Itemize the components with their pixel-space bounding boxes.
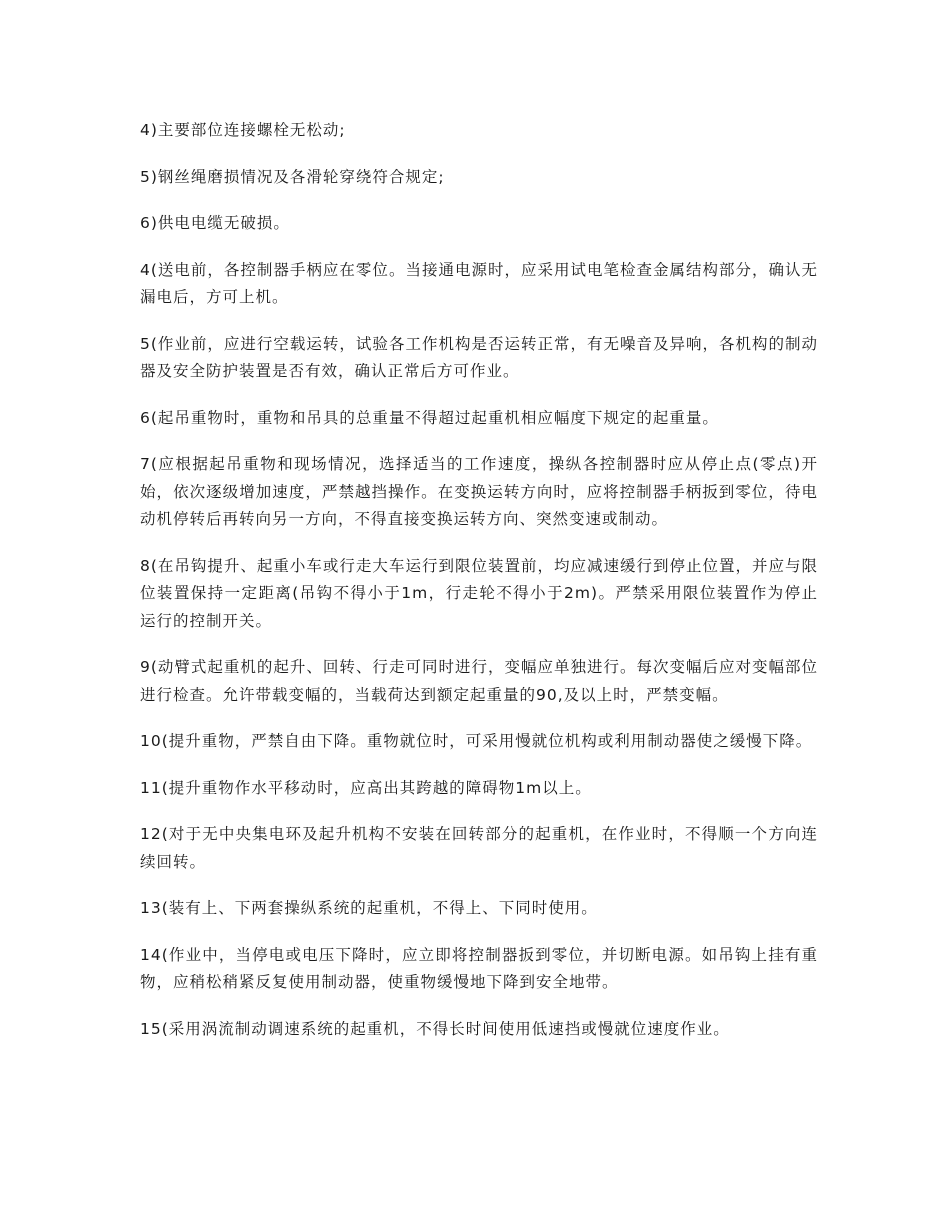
paragraph-item-6: 6)供电电缆无破损。: [140, 214, 290, 232]
paragraph-rule-11: 11(提升重物作水平移动时，应高出其跨越的障碍物1m以上。: [140, 778, 592, 797]
paragraph-rule-7: 7(应根据起吊重物和现场情况，选择适当的工作速度，操纵各控制器时应从停止点(零点)开始，依次逐级增加速度，严禁越挡操作。在变换运转方向时，应将控制器手柄扳到零位，待电动机停转后再转向另一方向，不得直接变换运转方向、突然变速或制动。: [140, 455, 818, 528]
paragraph-rule-8: 8(在吊钩提升、起重小车或行走大车运行到限位装置前，均应减速缓行到停止位置，并应与限位装置保持一定距离(吊钩不得小于1m，行走轮不得小于2m)。严禁采用限位装置作为停止运行的控制开关。: [140, 556, 818, 630]
paragraph-rule-5: 5(作业前，应进行空载运转，试验各工作机构是否运转正常，有无噪音及异响，各机构的制动器及安全防护装置是否有效，确认正常后方可作业。: [140, 334, 818, 380]
paragraph-rule-4: 4(送电前，各控制器手柄应在零位。当接通电源时，应采用试电笔检查金属结构部分，确认无漏电后，方可上机。: [140, 260, 818, 306]
paragraph-rule-14: 14(作业中，当停电或电压下降时，应立即将控制器扳到零位，并切断电源。如吊钩上挂有重物，应稍松稍紧反复使用制动器，使重物缓慢地下降到安全地带。: [140, 945, 818, 991]
paragraph-rule-9: 9(动臂式起重机的起升、回转、行走可同时进行，变幅应单独进行。每次变幅后应对变幅部位进行检查。允许带载变幅的，当载荷达到额定起重量的90,及以上时，严禁变幅。: [140, 658, 818, 704]
paragraph-rule-10: 10(提升重物，严禁自由下降。重物就位时，可采用慢就位机构或利用制动器使之缓慢下降。: [140, 732, 813, 750]
paragraph-rule-6: 6(起吊重物时，重物和吊具的总重量不得超过起重机相应幅度下规定的起重量。: [140, 408, 719, 427]
paragraph-rule-15: 15(采用涡流制动调速系统的起重机，不得长时间使用低速挡或慢就位速度作业。: [140, 1019, 730, 1038]
paragraph-item-4: 4)主要部位连接螺栓无松动;: [140, 121, 346, 139]
paragraph-rule-12: 12(对于无中央集电环及起升机构不安装在回转部分的起重机，在作业时，不得顺一个方向连续回转。: [140, 825, 818, 871]
paragraph-rule-13: 13(装有上、下两套操纵系统的起重机，不得上、下同时使用。: [140, 899, 598, 917]
paragraph-item-5: 5)钢丝绳磨损情况及各滑轮穿绕符合规定;: [140, 167, 445, 186]
document-body: [140, 117, 818, 1062]
